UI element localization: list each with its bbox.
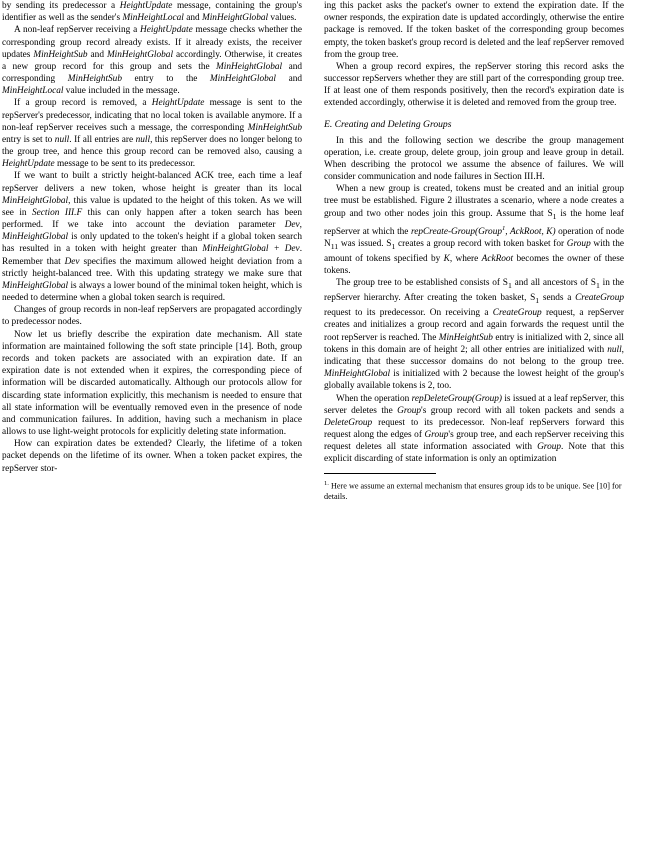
body-text: If a group record is removed, a <box>14 98 152 109</box>
body-text: is only updated to the token's height if a global token search has resulted in a token with height greater than <box>2 232 302 255</box>
superscript-text: 1 <box>502 224 506 232</box>
emphasis-text: MinHeightGlobal <box>201 13 269 24</box>
emphasis-text: MinHeightSub <box>33 49 88 60</box>
body-text: If we want to built a strictly height-balanced ACK tree, each time a leaf repServer delivers a new token, whose height is greater than its local <box>2 171 302 194</box>
right-column-intro <box>324 0 624 110</box>
emphasis-text: MinHeightGlobal <box>106 49 174 60</box>
subscript-text: 1 <box>507 281 512 291</box>
emphasis-text: MinHeightSub <box>67 74 122 85</box>
emphasis-text: Group <box>537 442 562 453</box>
emphasis-text: repDeleteGroup(Group) <box>411 393 503 404</box>
emphasis-text: MinHeightLocal <box>2 86 64 97</box>
emphasis-text: repCreate-Group(Group <box>410 226 502 237</box>
body-text: entry is set to <box>2 134 55 145</box>
emphasis-text: Dev <box>284 220 300 231</box>
paragraph <box>324 277 624 392</box>
body-text: operation of node N <box>324 226 625 249</box>
left-column-body <box>2 0 302 475</box>
body-text: is issued at a leaf repServer, this server deletes the <box>324 393 625 416</box>
paragraph <box>324 0 624 61</box>
emphasis-text: Group <box>566 238 591 249</box>
body-text: entry to the <box>121 74 210 85</box>
body-text: , indicating that these successor domains do not belong to the group tree. <box>324 344 624 367</box>
emphasis-text: Group <box>397 405 422 416</box>
body-text: with the amount of tokens specified by <box>324 238 624 264</box>
body-text: When a new group is created, tokens must be created and an initial group tree must be established. Figure 2 illustrates a scenario, where a node creates a group and two other nodes join this group. Assume that S <box>324 184 624 219</box>
body-text: request, a repServer creates and initializes a group record and again forwards the request until the root repServer is reached. The <box>324 308 624 343</box>
emphasis-text: HeightUpdate <box>2 159 55 170</box>
paragraph <box>2 97 302 170</box>
body-text: sends a <box>539 293 576 304</box>
paragraph <box>324 135 624 184</box>
subscript-text: 1 <box>391 241 396 251</box>
emphasis-text: MinHeightGlobal <box>2 280 69 291</box>
subscript-text: 1 <box>535 296 540 306</box>
emphasis-text: MinHeightGlobal <box>2 195 69 206</box>
body-text: When a group record expires, the repServer storing this record asks the successor repServers whether they are still part of the corresponding group tree. If at least one of them responds positively, then the record's expiration date is extended accordingly, otherwise it is deleted and removed from the group tree. <box>324 61 624 109</box>
emphasis-text: CreateGroup <box>492 308 542 319</box>
emphasis-text: null <box>607 344 622 355</box>
body-text: A non-leaf repServer receiving a <box>14 25 141 36</box>
left-column <box>2 0 302 852</box>
body-text: message to be sent to its predecessor. <box>54 159 196 170</box>
paragraph <box>2 170 302 304</box>
footnote <box>324 478 624 503</box>
section-heading-e: E. Creating and Deleting Groups <box>324 118 452 130</box>
body-text: by sending its predecessor a <box>2 1 120 11</box>
emphasis-text: MinHeightGlobal + Dev <box>202 244 300 255</box>
emphasis-text: Section III.F <box>32 207 83 218</box>
emphasis-text: Group <box>424 430 449 441</box>
body-text: is the home leaf repServer at which the <box>324 208 624 237</box>
emphasis-text: MinHeightGlobal <box>216 61 283 72</box>
paragraph <box>2 24 302 97</box>
footnote-marker: 1. <box>324 479 329 487</box>
body-text: is always a lower bound of the minimal token height, which is needed to determine when a global token search is required. <box>2 280 302 304</box>
body-text: , where <box>449 253 482 264</box>
emphasis-text: HeightUpdate <box>140 25 193 36</box>
body-text: In this and the following section we describe the group management operation, i.e. create group, delete group, join group and leave group in detail. When describing the protocol we assume the absence of failures. We will consider communication and node failures in Section III.H. <box>324 135 624 183</box>
subscript-text: 1 <box>595 281 600 291</box>
body-text: Now let us briefly describe the expiration date mechanism. All state information are maintained following the soft state principle [14]. Both, group records and token packets are associated with an expiration date. If an expiration date is not extended when it expires, the corresponding piece of information will be discarded automatically. Although our protocols allow for discarding state information explicitly, this mechanism is needed to ensure that all state information will be eventually removed even in the presence of node and communication failures. In addition, having such a mechanism in place allows to use light-weight protocols for explicitly deleting state information. <box>2 329 302 438</box>
body-text: . If all entries are <box>69 134 136 145</box>
paragraph <box>2 438 302 475</box>
body-text: and <box>87 49 107 60</box>
body-text: request to its predecessor. On receiving a <box>324 308 493 319</box>
body-text: value included in the message. <box>63 86 180 97</box>
paragraph <box>2 304 302 328</box>
emphasis-text: MinHeightSub <box>247 122 302 133</box>
body-text: becomes the owner of these tokens. <box>324 253 624 277</box>
body-text: and all ancestors of S <box>511 278 596 289</box>
paragraph <box>2 0 302 24</box>
body-text: is initialized with 2 because the lowest height of the group's globally available tokens is 2, too. <box>324 369 624 392</box>
emphasis-text: MinHeightGlobal <box>2 232 69 243</box>
body-text: in the repServer hierarchy. After creating the token basket, S <box>324 278 625 304</box>
emphasis-text: DeleteGroup <box>324 417 373 428</box>
body-text: and <box>276 74 302 85</box>
emphasis-text: , AckRoot, K) <box>505 226 556 237</box>
body-text: . Note that this explicit discarding of state information is only an optimization <box>324 442 624 465</box>
emphasis-text: HeightUpdate <box>119 1 173 11</box>
emphasis-text: null <box>135 134 151 145</box>
emphasis-text: HeightUpdate <box>151 98 205 109</box>
subscript-text: 11 <box>330 241 339 251</box>
emphasis-text: MinHeightLocal <box>122 13 184 24</box>
body-text: message is sent to the repServer's predecessor, indicating that no local token is available anymore. If a non-leaf repServer receives such a message, the corresponding <box>2 98 302 133</box>
body-text: When the operation <box>336 393 412 404</box>
body-text: How can expiration dates be extended? Clearly, the lifetime of a token packet depends on the lifetime of its owner. When a token packet expires, the repServer stor- <box>2 439 302 474</box>
body-text: , this repServer does no longer belong to the group tree, and hence this group record can be removed also, causing a <box>2 134 302 158</box>
body-text: creates a group record with token basket for <box>395 238 567 249</box>
body-text: this can only happen after a token search has been performed. If we take into account the deviation parameter <box>2 207 302 231</box>
paragraph <box>324 393 624 466</box>
body-text: , <box>299 220 302 231</box>
body-text: values. <box>268 13 297 24</box>
footnote-text: Here we assume an external mechanism that ensures group ids to be unique. See [10] for details. <box>324 481 622 502</box>
paragraph <box>2 329 302 439</box>
body-text: and <box>183 13 202 24</box>
body-text: request to its predecessor. Non-leaf repServers forward this request along the edges of <box>324 417 624 441</box>
body-text: The group tree to be established consists of S <box>336 278 508 289</box>
body-text: Changes of group records in non-leaf repServers are propagated accordingly to predecessor nodes. <box>2 305 302 328</box>
emphasis-text: AckRoot <box>481 253 514 264</box>
body-text: was issued. S <box>338 238 392 249</box>
body-text: and corresponding <box>2 61 302 85</box>
paragraph <box>324 61 624 110</box>
body-text: 's group tree, and each repServer receiving this request deletes all state information associated with <box>324 430 624 453</box>
body-text: 's group record with all token packets and sends a <box>421 405 624 416</box>
body-text: entry is initialized with 2, since all tokens in this domain are of height 2; all other entries are initialized with <box>324 332 624 355</box>
right-column-body <box>324 135 624 466</box>
paragraph <box>324 183 624 277</box>
body-text: ing this packet asks the packet's owner to extend the expiration date. If the owner responds, the expiration date is updated accordingly, otherwise the entire package is removed. If the token basket of the corresponding group becomes empty, the token basket's group record is deleted and the leaf repServer removed from the group tree. <box>324 1 624 60</box>
emphasis-text: MinHeightGlobal <box>209 74 277 85</box>
body-text: , this value is updated to the height of this token. As we will see in <box>2 195 302 218</box>
emphasis-text: K <box>443 253 450 264</box>
emphasis-text: CreateGroup <box>575 293 624 304</box>
body-text: message checks whether the corresponding group record already exists. If it already exists, the receiver updates <box>2 25 302 60</box>
body-text: . Remember that <box>2 244 303 267</box>
emphasis-text: null <box>54 134 70 145</box>
footnote-separator <box>324 473 436 474</box>
emphasis-text: MinHeightSub <box>438 332 493 343</box>
body-text: accordingly. Otherwise, it creates a new group record for this group and sets the <box>2 49 302 72</box>
body-text: message, containing the group's identifier as well as the sender's <box>2 1 302 24</box>
body-text: specifies the maximum allowed height deviation from a strictly height-balanced tree. With this updating strategy we make sure that <box>2 256 302 279</box>
subscript-text: 1 <box>552 211 557 221</box>
emphasis-text: Dev <box>64 256 80 267</box>
emphasis-text: MinHeightGlobal <box>324 369 391 380</box>
right-column <box>324 0 624 852</box>
